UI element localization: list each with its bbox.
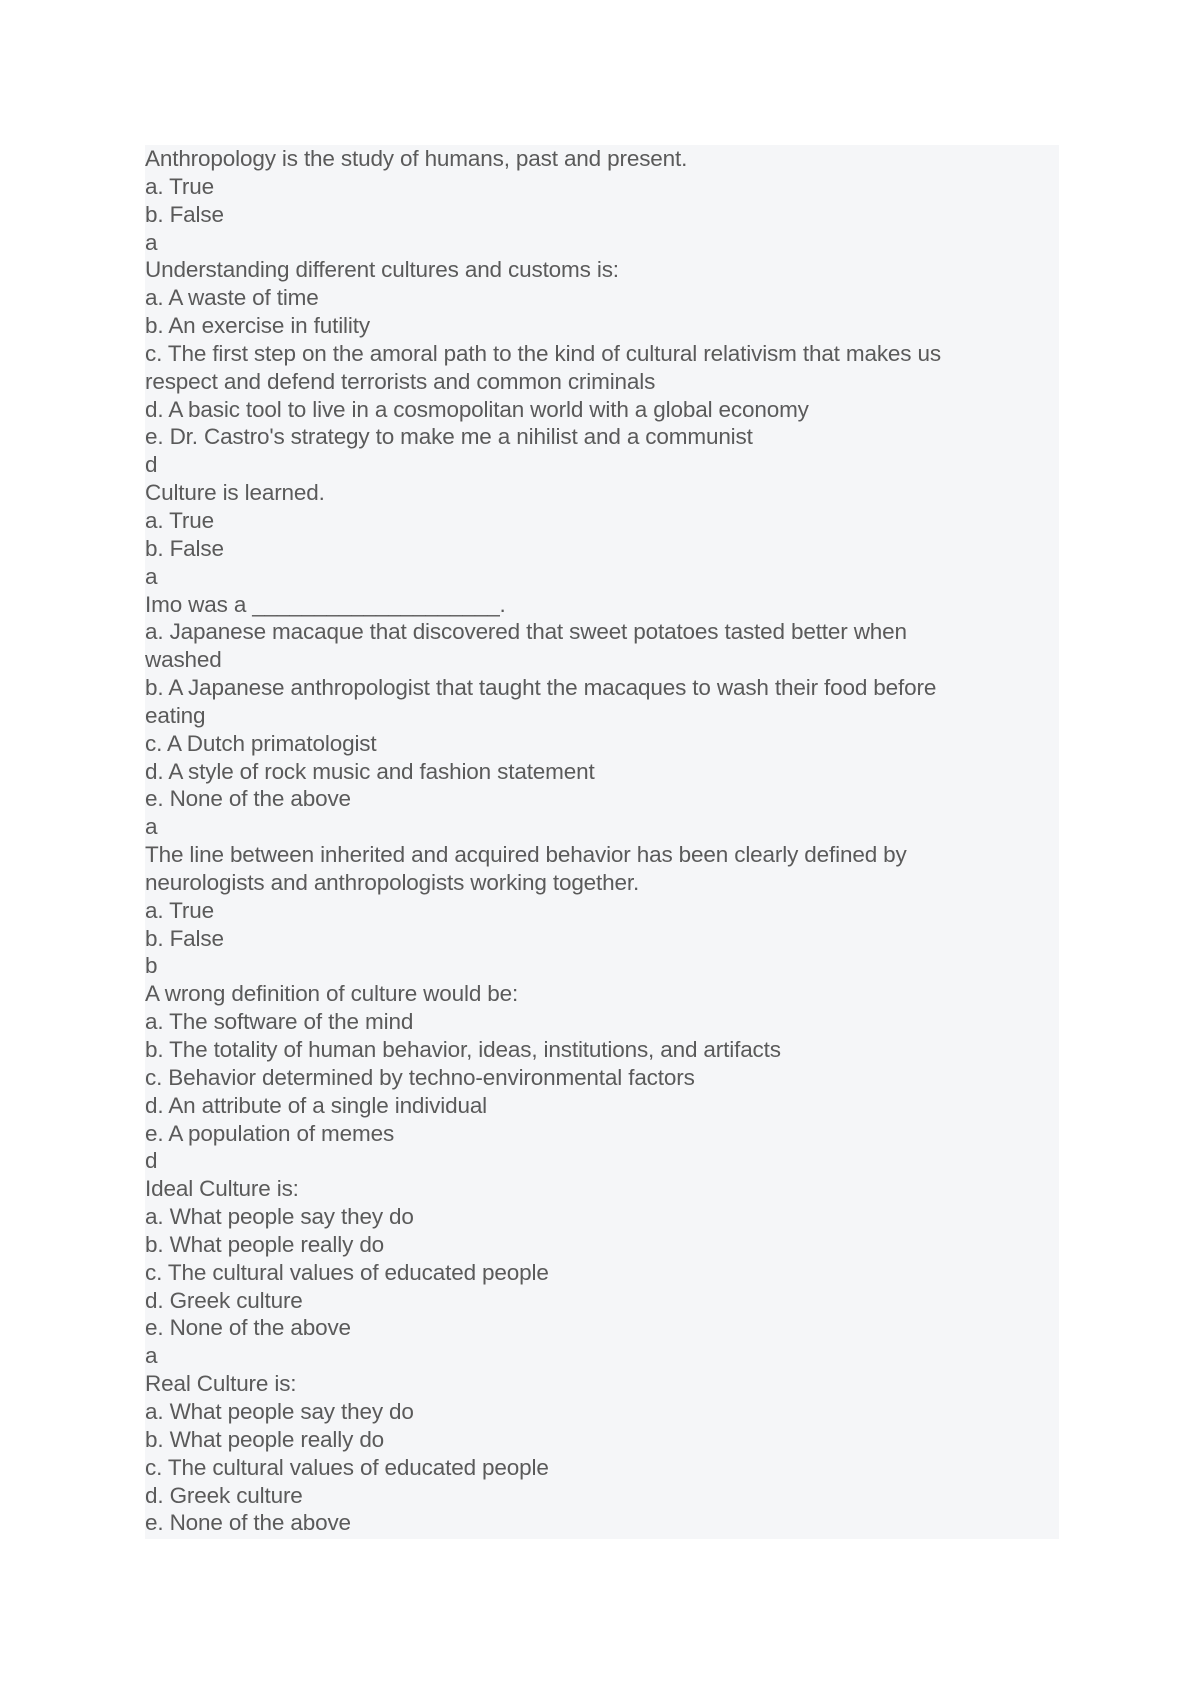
answer-line: a [145, 563, 158, 589]
option-line: a. True [145, 897, 214, 923]
question-7: Ideal Culture is: [145, 1176, 299, 1202]
answer-line: b [145, 953, 158, 979]
option-line: b. False [145, 201, 224, 227]
option-line: e. Dr. Castro's strategy to make me a nihilist and a communist [145, 424, 753, 450]
option-line: a. True [145, 173, 214, 199]
option-line: c. Behavior determined by techno-environmental factors [145, 1064, 695, 1090]
option-line: c. The cultural values of educated people [145, 1454, 549, 1480]
answer-line: d [145, 452, 158, 478]
option-line: d. An attribute of a single individual [145, 1092, 488, 1118]
option-line: b. An exercise in futility [145, 313, 370, 339]
option-line: c. The cultural values of educated people [145, 1259, 549, 1285]
option-line: b. What people really do [145, 1426, 385, 1452]
option-line-continued: respect and defend terrorists and common criminals [145, 368, 656, 394]
answer-line: a [145, 229, 158, 255]
option-line: e. None of the above [145, 786, 351, 812]
option-line: d. A basic tool to live in a cosmopolitan world with a global economy [145, 396, 809, 422]
option-line: c. A Dutch primatologist [145, 730, 377, 756]
option-line: c. The first step on the amoral path to the kind of cultural relativism that makes us [145, 340, 941, 366]
question-3: Culture is learned. [145, 480, 325, 506]
option-line: b. False [145, 925, 224, 951]
answer-line: a [145, 814, 158, 840]
quiz-text-block [145, 145, 1059, 1539]
option-line: e. A population of memes [145, 1120, 395, 1146]
option-line: b. A Japanese anthropologist that taught the macaques to wash their food before [145, 675, 937, 701]
option-line: b. False [145, 535, 224, 561]
option-line: a. True [145, 507, 214, 533]
option-line: a. Japanese macaque that discovered that sweet potatoes tasted better when [145, 619, 907, 645]
question-5-continued: neurologists and anthropologists working together. [145, 869, 640, 895]
option-line: e. None of the above [145, 1510, 351, 1536]
question-8: Real Culture is: [145, 1371, 297, 1397]
option-line: a. A waste of time [145, 285, 319, 311]
option-line: b. The totality of human behavior, ideas, institutions, and artifacts [145, 1037, 781, 1062]
option-line: b. What people really do [145, 1231, 385, 1257]
question-4: Imo was a ____________________. [145, 591, 506, 617]
question-5: The line between inherited and acquired behavior has been clearly defined by [145, 842, 907, 868]
option-line: a. What people say they do [145, 1204, 414, 1230]
question-2: Understanding different cultures and customs is: [145, 257, 619, 283]
answer-line: d [145, 1148, 158, 1174]
answer-line: a [145, 1343, 158, 1369]
option-line: a. The software of the mind [145, 1009, 414, 1035]
option-line-continued: washed [145, 647, 222, 673]
option-line: d. Greek culture [145, 1287, 303, 1313]
option-line: a. What people say they do [145, 1398, 414, 1424]
question-1: Anthropology is the study of humans, past and present. [145, 146, 688, 171]
option-line: e. None of the above [145, 1315, 351, 1341]
option-line: d. A style of rock music and fashion statement [145, 758, 595, 784]
question-6: A wrong definition of culture would be: [145, 981, 519, 1007]
option-line: d. Greek culture [145, 1482, 303, 1508]
option-line-continued: eating [145, 702, 206, 728]
